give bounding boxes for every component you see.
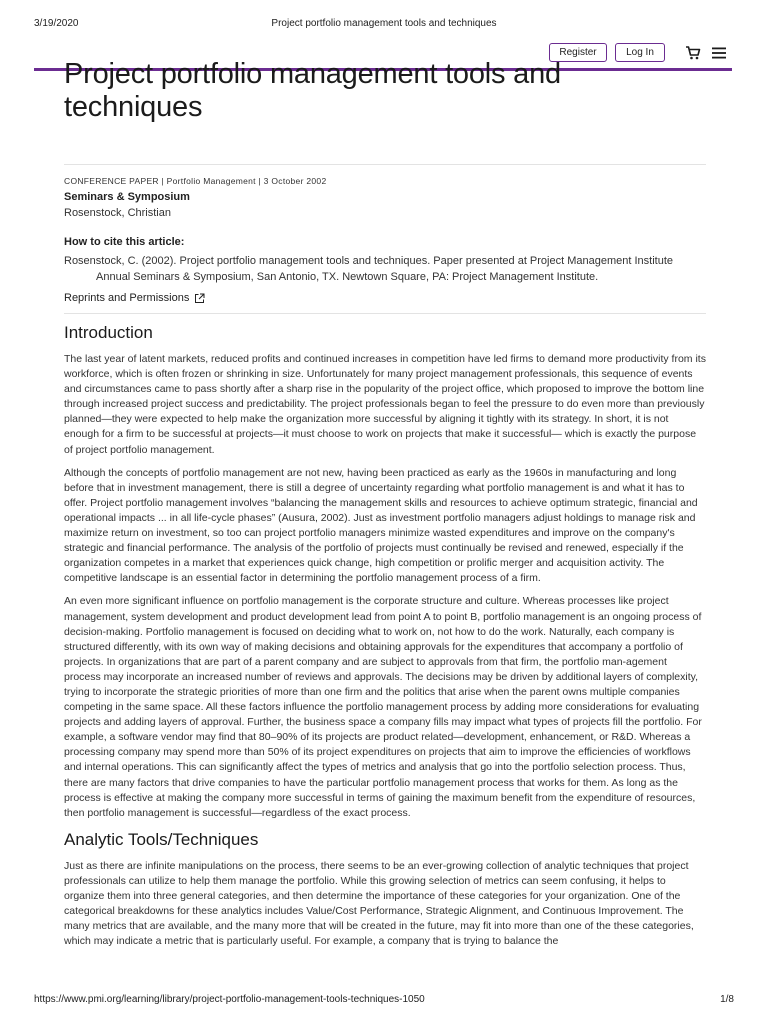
paragraph: Although the concepts of portfolio management are not new, having been practiced as early as the 1960s in manufacturing and long before that in investment management, there is still a degree of uncertainty regarding what portfolio management is and what it has to offer. Project portfolio management involves “balancing the management skills and resources to achieve optimum strategic, financial and operational impacts ... in all life-cycle phases” (Ausura, 2002). Just as investment portfolio managers adjust holdings to manage risk and maximize return on investment, so too can project portfolio managers minimize wasted expenditures and improve on the company's strategic and financial performance. The analysis of the portfolio of projects must continually be revised and renewed, especially if the organization competes in a market that experiences quick change, high competition or prolific merger and acquisition activity. The competitive landscape is an essential factor in determining the portfolio management process of a firm. (64, 466, 698, 585)
citation-block (64, 236, 706, 285)
paragraph: An even more significant influence on portfolio management is the corporate structure and culture. Whereas processes like project management, system development and product development lead from point A to point B, portfolio management is an ongoing process of decision-making. Portfolio management is focused on deciding what to work on, not how to do the work. Naturally, each company is structured differently, with its own way of making decisions and obtaining approvals for the expenditures that accompany a portfolio of projects. In organizations that are part of a parent company and are subject to approvals from that firm, the portfolio man-agement process may incorporate an increased number of reviews and approvals. The decisions may be driven by additional layers of complexity, trying to incorporate the strategic priorities of more than one firm and the politics that arise when the parent owns multiple companies competing in the same space. All these factors influence the portfolio management process by adding more considerations for evaluating projects and adding layers of approval. Further, the business space a company fills may impact what types of projects fill the portfolio. For example, a software vendor may find that 80–90% of its projects are product related—development, enhancement, or R&D. Whereas a processing company may spend more than 50% of its project expenditures on projects that aim to improve the efficiencies of workflows and internal operations. This can significantly affect the types of metrics and analysis that go into the portfolio selection process. Thus, there are many factors that drive companies to have the particular portfolio management process that works for them. As long as the process is effective at making the company more successful in terms of gaining the maximum benefit from the expenditure of resources, then portfolio management is successful—regardless of the exact process. (64, 595, 702, 819)
login-button[interactable]: Log In (615, 43, 665, 62)
print-header (34, 18, 734, 32)
article-kicker: CONFERENCE PAPER | Portfolio Management | 3 October 2002 (64, 176, 327, 186)
cart-icon[interactable] (685, 45, 701, 61)
reprints-label[interactable]: Reprints and Permissions (64, 292, 190, 304)
page-number: 1/8 (720, 994, 734, 1005)
menu-icon[interactable] (711, 45, 727, 61)
section-heading-analytic-tools: Analytic Tools/Techniques (64, 829, 259, 849)
divider (64, 313, 706, 314)
citation-label: How to cite this article: (64, 236, 185, 248)
article-meta (64, 176, 706, 219)
external-link-icon (194, 293, 205, 304)
article-series: Seminars & Symposium (64, 191, 190, 203)
reprints-link[interactable] (64, 292, 205, 304)
article-body (64, 322, 706, 957)
register-button[interactable]: Register (549, 43, 607, 62)
citation-text: Rosenstock, C. (2002). Project portfolio management tools and techniques. Paper presented at Project Management Institute Annual Seminars & Symposium, San Antonio, TX. Newtown Square, PA: Project Management Institute. (64, 255, 674, 283)
print-date: 3/19/2020 (34, 18, 79, 29)
divider (64, 164, 706, 165)
paragraph: The last year of latent markets, reduced profits and continued increases in competition have led firms to demand more productivity from its workforce, which is often frozen or shrinking in size. Unfortunately for many project management professionals, this sequence of events and circumstances came to pass shortly after a sharp rise in the popularity of the project office, which proposed to improve the bottom line through increased project success and predictability. The project professionals began to feel the pressure to do even more than previously planned—they were expected to help make the organization more successful by aligning it tightly with its strategy. In short, it is not enough for a firm to be successful at projects—it must choose to work on projects that make it successful— which is exactly the purpose of project portfolio management. (64, 353, 706, 456)
print-title: Project portfolio management tools and techniques (271, 18, 497, 29)
section-heading-introduction: Introduction (64, 323, 153, 342)
page-title: Project portfolio management tools and techniques (64, 58, 561, 123)
paragraph: Just as there are infinite manipulations on the process, there seems to be an ever-growing collection of analytic techniques that project professionals can utilize to help them manage the portfolio. While this growing selection of metrics can seem confusing, it helps to organize them into three general categories, and then determine the importance of these categories for your organization. One of the categorical breakdowns for these analytics includes Value/Cost Performance, Strategic Alignment, and Continuous Improvement. The many metrics that are available, and the many more that will be created in the future, may fit into more than one of the these categories, which may indicate a metric that is particularly useful. For example, a company that is trying to balance the (64, 859, 694, 948)
article-author: Rosenstock, Christian (64, 207, 171, 219)
print-footer (34, 994, 734, 1008)
print-url: https://www.pmi.org/learning/library/project-portfolio-management-tools-techniques-1050 (34, 994, 425, 1005)
